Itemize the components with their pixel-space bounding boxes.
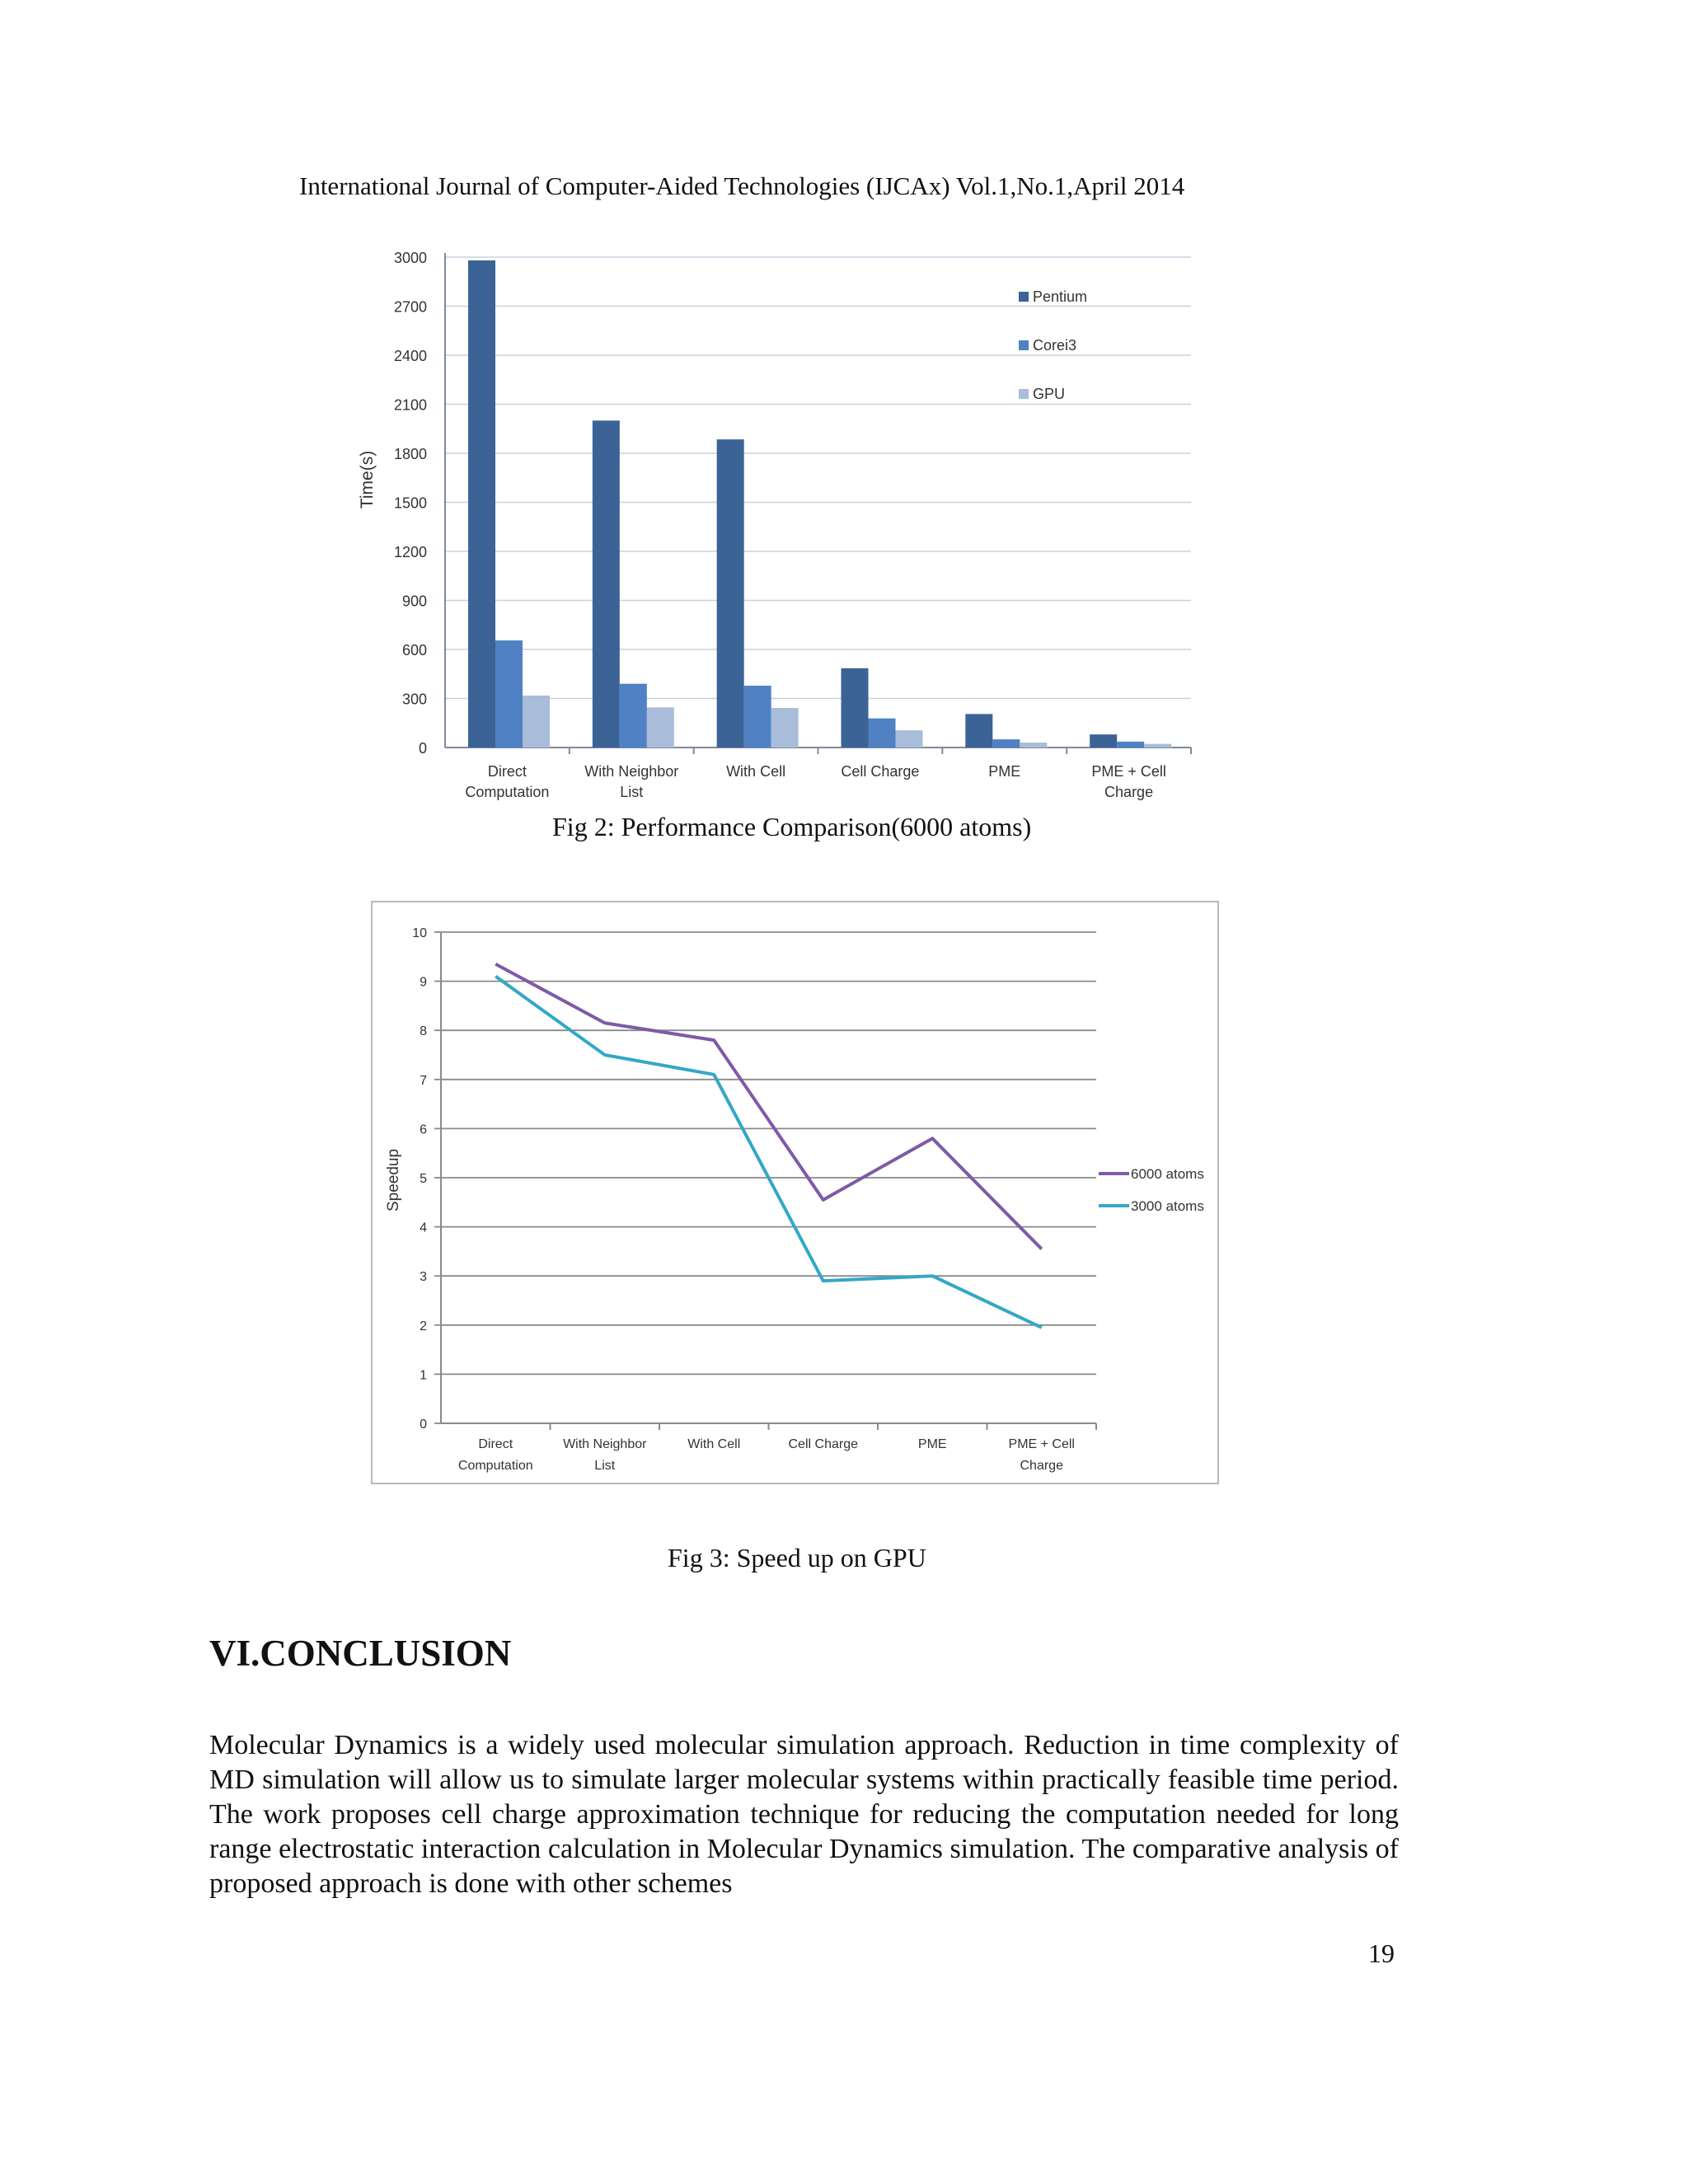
y-tick-label: 2400 xyxy=(393,348,427,364)
conclusion-paragraph: Molecular Dynamics is a widely used molecular simulation approach. Reduction in time complexity of MD simulation will allow us to simulate larger molecular systems within practically feasible time period. The work proposes cell charge approximation technique for reducing the computation needed for long range electrostatic interaction calculation in Molecular Dynamics simulation. The comparative analysis of proposed approach is done with other schemes xyxy=(209,1730,1399,1899)
y-tick-label: 8 xyxy=(420,1024,427,1039)
x-tick-label: List xyxy=(594,1459,616,1473)
y-tick-label: 1200 xyxy=(393,544,427,560)
x-tick-label: Cell Charge xyxy=(841,763,920,780)
page-number: 19 xyxy=(1368,1938,1395,1968)
y-tick-label: 7 xyxy=(420,1073,427,1088)
y-tick-label: 300 xyxy=(401,691,427,708)
y-axis-label: Speedup xyxy=(385,1148,402,1212)
y-tick-label: 1 xyxy=(420,1368,427,1383)
legend-label: GPU xyxy=(1033,386,1066,402)
section-title: VI.CONCLUSION xyxy=(209,1633,512,1674)
y-axis-label: Time(s) xyxy=(358,450,377,509)
x-tick-label: Computation xyxy=(465,784,550,800)
x-tick-label: PME xyxy=(917,1437,947,1451)
y-tick-label: 1500 xyxy=(393,494,427,512)
x-tick-label: Charge xyxy=(1104,784,1154,800)
legend-label: 3000 atoms xyxy=(1131,1198,1204,1214)
y-tick-label: 900 xyxy=(401,593,427,610)
x-tick-label: PME + Cell xyxy=(1091,763,1166,780)
y-tick-label: 4 xyxy=(420,1221,427,1235)
x-tick-label: With Neighbor xyxy=(584,763,679,780)
y-tick-label: 0 xyxy=(420,1418,427,1432)
x-tick-label: Charge xyxy=(1020,1459,1063,1473)
x-tick-label: With Cell xyxy=(726,763,786,780)
y-tick-label: 10 xyxy=(412,926,427,940)
legend-label: Pentium xyxy=(1033,288,1088,305)
y-tick-label: 6 xyxy=(420,1122,427,1137)
y-tick-label: 2 xyxy=(420,1319,427,1333)
y-tick-label: 600 xyxy=(401,642,427,658)
y-tick-label: 0 xyxy=(418,740,427,757)
legend-label: Corei3 xyxy=(1033,337,1077,354)
y-tick-label: 5 xyxy=(420,1172,427,1186)
x-tick-label: Direct xyxy=(487,763,527,780)
x-tick-label: With Cell xyxy=(687,1437,741,1451)
y-tick-label: 2700 xyxy=(393,298,427,316)
series-line-3000-atoms xyxy=(495,977,1042,1328)
x-tick-label: PME + Cell xyxy=(1008,1437,1075,1451)
y-tick-label: 1800 xyxy=(393,446,427,462)
x-tick-label: PME xyxy=(988,763,1021,780)
series-line-6000-atoms xyxy=(495,964,1042,1249)
y-tick-label: 3000 xyxy=(393,250,427,266)
x-tick-label: Direct xyxy=(478,1437,513,1451)
x-tick-label: List xyxy=(620,784,644,800)
x-tick-label: With Neighbor xyxy=(563,1437,647,1451)
y-tick-label: 9 xyxy=(420,975,427,990)
chart-frame xyxy=(372,902,1218,1483)
x-tick-label: Computation xyxy=(457,1459,533,1473)
fig3-caption: Fig 3: Speed up on GPU xyxy=(668,1543,926,1572)
y-tick-label: 2100 xyxy=(393,396,427,414)
journal-header: International Journal of Computer-Aided Technologies (IJCAx) Vol.1,No.1,April 2014 xyxy=(299,171,1185,200)
y-tick-label: 3 xyxy=(420,1270,427,1285)
fig2-caption: Fig 2: Performance Comparison(6000 atoms) xyxy=(552,812,1032,841)
x-tick-label: Cell Charge xyxy=(788,1437,858,1451)
legend-label: 6000 atoms xyxy=(1131,1166,1204,1182)
